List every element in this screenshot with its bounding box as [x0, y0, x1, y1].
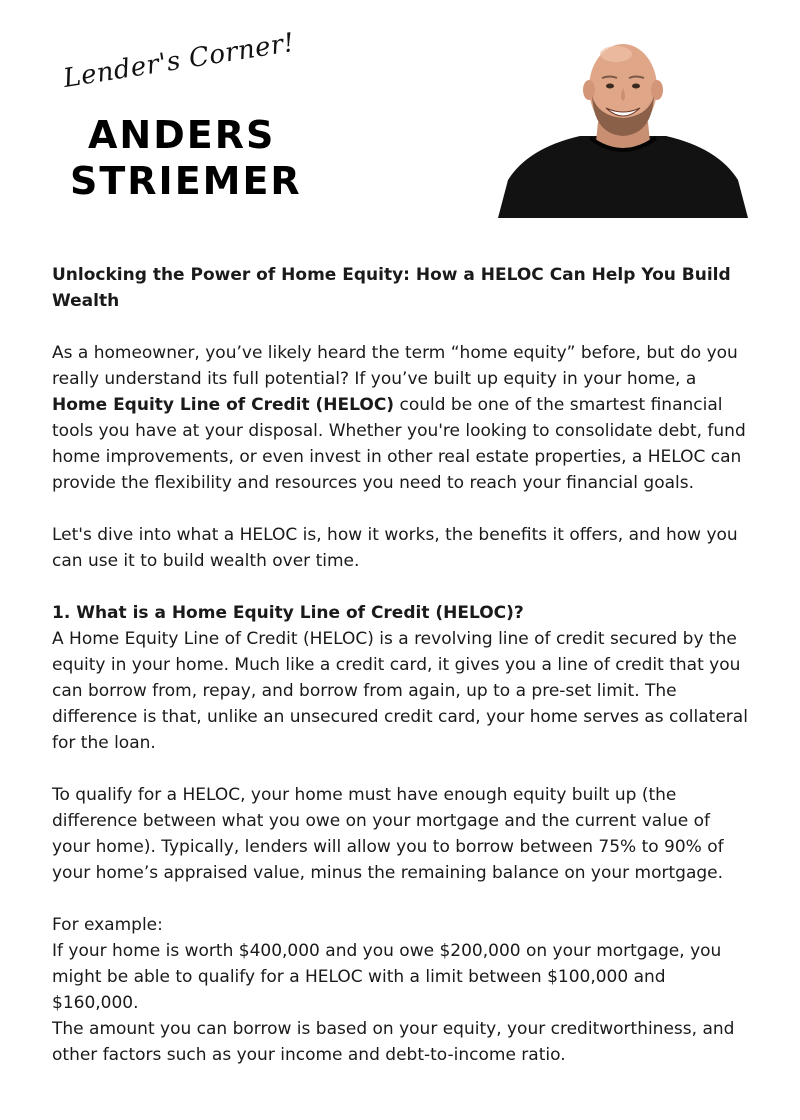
intro-paragraph: As a homeowner, you’ve likely heard the term “home equity” before, but do you really understand its full potential? If you’ve built up equity in your home, a Home Equity Line of Credit (HELOC) could be one of the smartest financial tools you have at your disposal. Whether you're looking to consolidate debt, fund home improvements, or even invest in other real estate properties, a HELOC can provide the flexibility and resources you need to reach your financial goals. [52, 343, 746, 493]
portrait-photo-icon [498, 30, 748, 218]
article-title: Unlocking the Power of Home Equity: How a HELOC Can Help You Build Wealth [52, 265, 731, 311]
heloc-term: Home Equity Line of Credit (HELOC) [52, 395, 395, 415]
article-body [52, 262, 752, 1068]
section-1-paragraph-2: To qualify for a HELOC, your home must have enough equity built up (the difference between what you owe on your mortgage and the current value of your home). Typically, lenders will allow you to borrow between 75% to 90% of your home’s appraised value, minus the remaining balance on your mortgage. [52, 785, 724, 883]
author-name-line1: ANDERS [88, 113, 276, 157]
section-1-heading: 1. What is a Home Equity Line of Credit (HELOC)? [52, 603, 524, 623]
author-name [70, 112, 302, 204]
author-photo [498, 30, 748, 218]
author-name-line2: STRIEMER [70, 159, 302, 203]
closing-paragraph: The amount you can borrow is based on your equity, your creditworthiness, and other factors such as your income and debt-to-income ratio. [52, 1019, 735, 1065]
dive-in-paragraph: Let's dive into what a HELOC is, how it works, the benefits it offers, and how you can use it to build wealth over time. [52, 525, 738, 571]
example-text: If your home is worth $400,000 and you owe $200,000 on your mortgage, you might be able to qualify for a HELOC with a limit between $100,000 and $160,000. [52, 941, 722, 1013]
section-1-paragraph-1: A Home Equity Line of Credit (HELOC) is a revolving line of credit secured by the equity in your home. Much like a credit card, it gives you a line of credit that you can borrow from, repay, and borrow from again, up to a pre-set limit. The difference is that, unlike an unsecured credit card, your home serves as collateral for the loan. [52, 629, 748, 753]
lenders-corner-heading: Lender's Corner! [61, 27, 297, 95]
example-label: For example: [52, 915, 163, 935]
